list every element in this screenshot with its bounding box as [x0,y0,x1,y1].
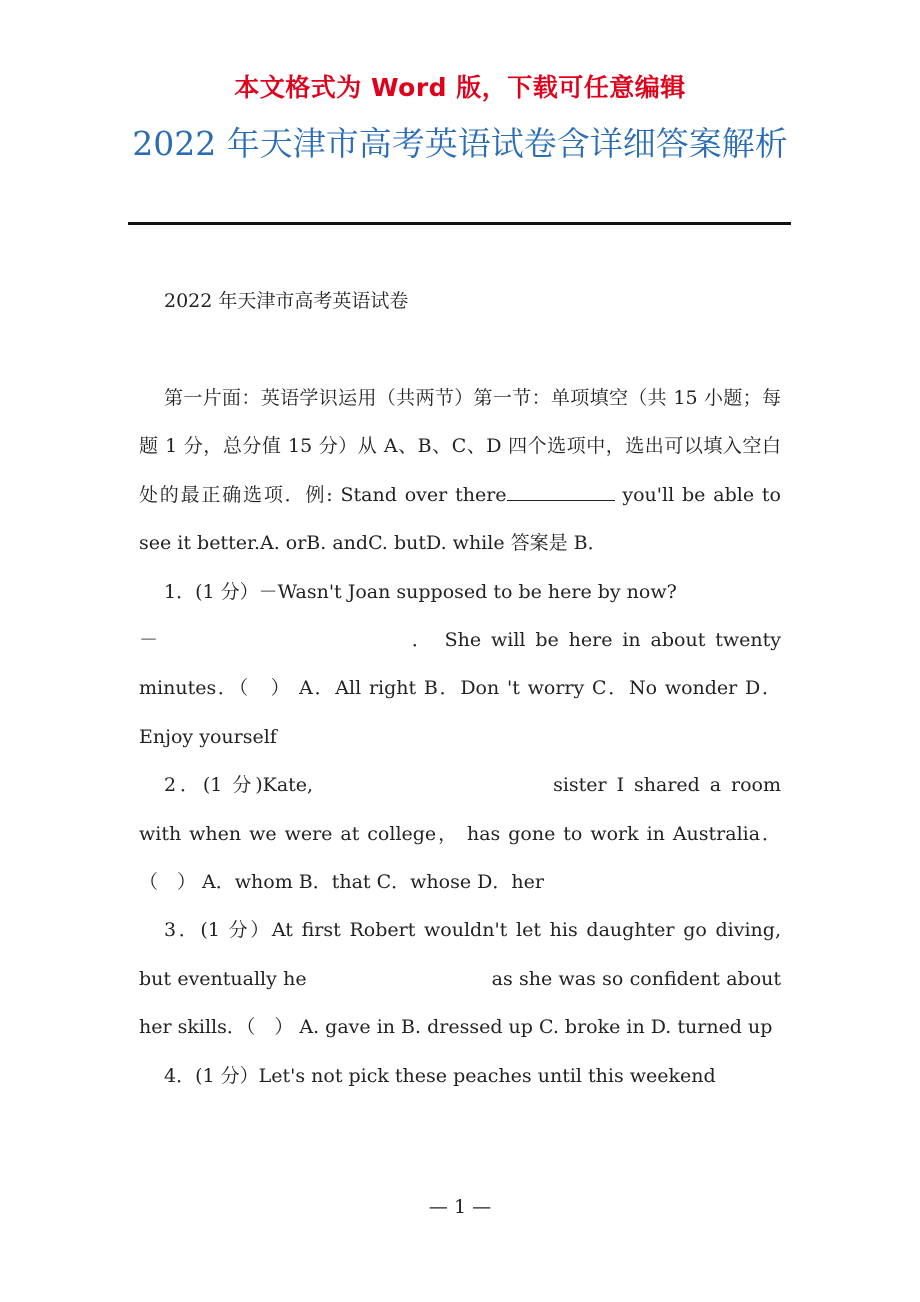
question-2-body: sister I shared a room with when we were at college， has gone to work in Australia．（ ） A．whom B．that C．whose D．her [139,774,782,894]
format-notice: 本文格式为 Word 版，下载可任意编辑 [234,73,686,102]
question-3-body: as she was so confident about her skills．（ ） A. gave in B. dressed up C. broke in D. turned up [139,967,781,1039]
question-1 [139,568,781,762]
question-1-intro: 1．(1 分）－Wasn't Joan supposed to be here by now? [164,580,677,603]
question-3-intro: 3．(1 分）At first Robert wouldn't let his daughter go diving, but eventually he [139,919,781,990]
page-number: — 1 — [428,1196,492,1218]
document-body [139,374,781,1100]
example-blank [507,482,615,501]
section-intro-text: 第一片面：英语学识运用（共两节）第一节：单项填空（共 15 小题；每题 1 分，总分值 15 分）从 A、B、C、D 四个选项中，选出可以填入空白处的最正确选项．例: Stand over there [139,387,781,506]
question-1-body: ． She will be here in about twenty minutes．（ ） A．All right B．Don 't worry C．No wonder D．Enjoy yourself [139,629,781,748]
exam-subtitle: 2022 年天津市高考英语试卷 [164,290,409,312]
question-3 [139,906,781,1051]
question-2 [139,761,781,906]
section-intro [139,374,781,568]
question-2-intro: 2．(1 分)Kate, [164,774,314,797]
question-4-intro: 4．(1 分）Let's not pick these peaches until this weekend [164,1064,716,1087]
question-4 [139,1052,781,1100]
section-intro-after: you'll be able to see it better.A. orB. andC. butD. while 答案是 B． [139,483,781,555]
document-title: 2022 年天津市高考英语试卷含详细答案解析 [132,124,788,163]
question-1-dash: － [139,629,159,652]
title-divider [128,222,791,225]
